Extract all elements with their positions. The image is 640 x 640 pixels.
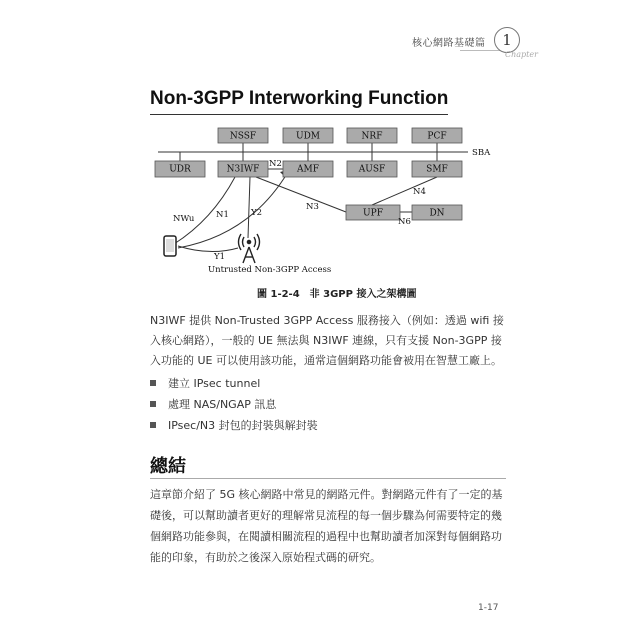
nrf-label: NRF xyxy=(361,131,383,142)
n4-link xyxy=(372,177,437,205)
section-title: Non-3GPP Interworking Function xyxy=(150,88,448,115)
untrusted-access-label: Untrusted Non-3GPP Access xyxy=(208,265,332,275)
figure-caption-text: 非 3GPP 接入之架構圖 xyxy=(309,289,417,300)
chapter-word: Chapter xyxy=(505,50,538,59)
n3-link xyxy=(256,177,346,212)
n4-label: N4 xyxy=(413,187,426,197)
nwu-label: NWu xyxy=(173,214,195,224)
udr-label: UDR xyxy=(169,164,191,175)
access-tower-icon xyxy=(239,234,260,263)
y1-label: Y1 xyxy=(214,252,226,262)
list-item xyxy=(150,372,318,393)
list-item-text: IPsec/N3 封包的封裝與解封裝 xyxy=(168,418,318,432)
n1-label: N1 xyxy=(216,210,229,220)
upf-label: UPF xyxy=(363,208,383,219)
udm-label: UDM xyxy=(295,131,321,142)
summary-paragraph: 這章節介紹了 5G 核心網路中常見的網路元件。對網路元件有了一定的基礎後，可以幫助讀者更好的理解常見流程的每一個步驟為何需要特定的幾個網路功能參與，在閱讀相關流程的過程中也幫助讀者加深對每個網路功能的印象，有助於之後深入原始程式碼的研究。 xyxy=(150,488,503,564)
amf-label: AMF xyxy=(297,164,319,175)
n6-label: N6 xyxy=(398,217,411,227)
pcf-label: PCF xyxy=(427,131,447,142)
ue-phone-icon xyxy=(164,236,176,256)
n3iwf-label: N3IWF xyxy=(226,164,260,175)
ausf-label: AUSF xyxy=(358,164,386,175)
list-item xyxy=(150,393,318,414)
list-item-text: 建立 IPsec tunnel xyxy=(168,376,261,390)
chapter-title: 核心網路基礎篇 xyxy=(412,38,486,49)
summary-rule xyxy=(150,478,506,479)
dn-label: DN xyxy=(429,208,445,219)
page-number: 1-17 xyxy=(478,603,499,613)
summary-heading: 總結 xyxy=(150,456,186,477)
y1-link xyxy=(178,246,238,252)
list-item xyxy=(150,414,318,435)
n3-label: N3 xyxy=(306,202,319,212)
bullet-square-icon xyxy=(150,380,156,386)
list-item-text: 處理 NAS/NGAP 訊息 xyxy=(168,397,277,411)
bullet-square-icon xyxy=(150,401,156,407)
n2-label: N2 xyxy=(269,159,282,169)
n3iwf-paragraph: N3IWF 提供 Non-Trusted 3GPP Access 服務接入（例如：透過 wifi 接入核心網路），一般的 UE 無法與 N3IWF 連線，只有支援 Non-3GPP 接入功能的 UE 可以使用該功能，通常這個網路功能會被用在智慧工廠上。 xyxy=(150,314,504,367)
bullet-square-icon xyxy=(150,422,156,428)
smf-label: SMF xyxy=(426,164,448,175)
y2-link xyxy=(248,177,250,238)
feature-list xyxy=(150,372,318,435)
sba-label: SBA xyxy=(472,148,491,158)
figure-number: 圖 1-2-4 xyxy=(257,289,300,300)
figure-caption xyxy=(257,285,426,300)
chapter-number-badge: 1 xyxy=(494,27,520,53)
nssf-label: NSSF xyxy=(229,131,257,142)
n3iwf-architecture-diagram xyxy=(150,120,510,285)
y2-label: Y2 xyxy=(251,208,263,218)
